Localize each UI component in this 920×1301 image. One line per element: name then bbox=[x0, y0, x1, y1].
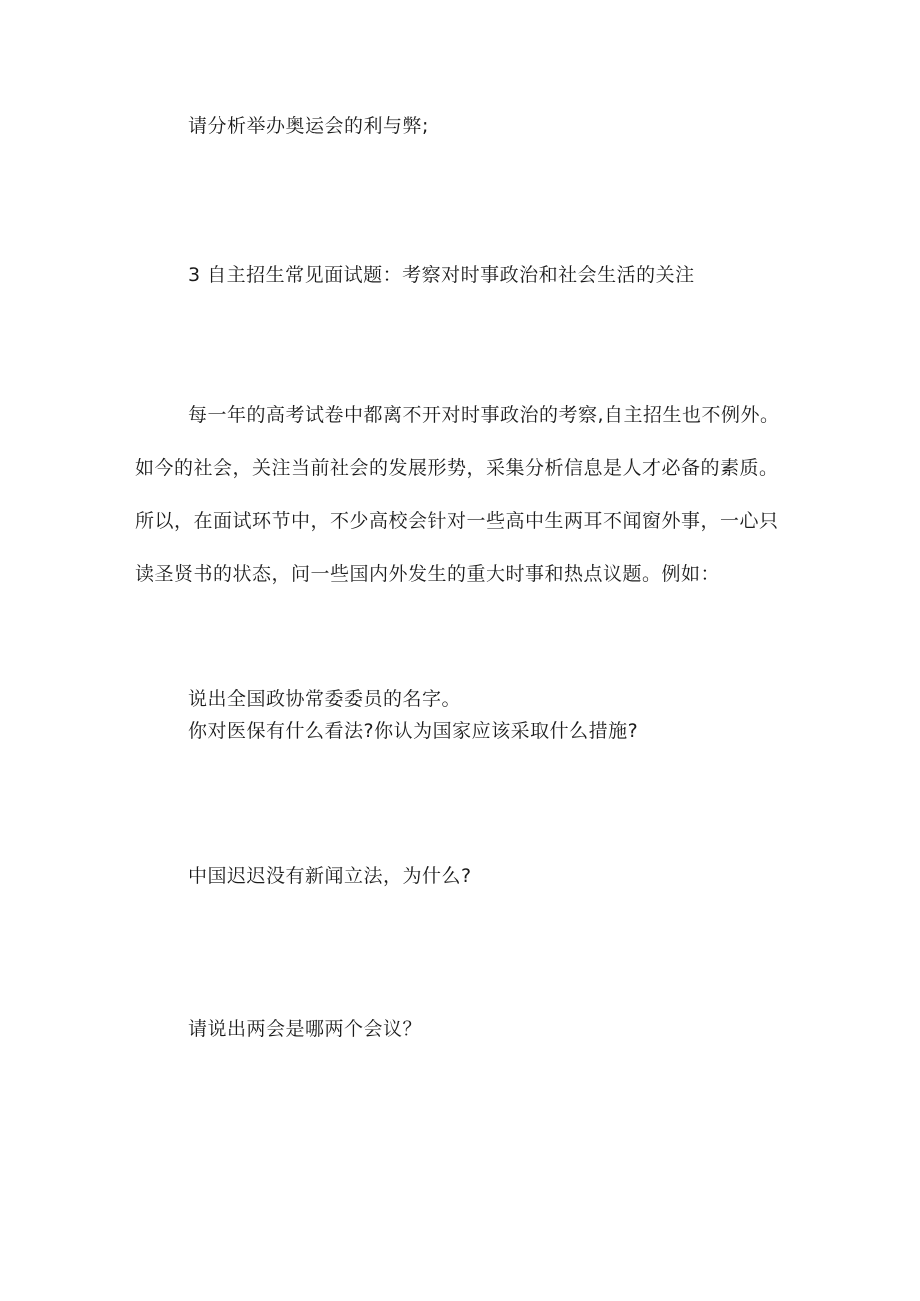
body-line: 如今的社会，关注当前社会的发展形势，采集分析信息是人才必备的素质。 bbox=[135, 457, 779, 479]
question-item: 请说出两会是哪两个会议？ bbox=[188, 1018, 423, 1040]
body-line: 每一年的高考试卷中都离不开对时事政治的考察,自主招生也不例外。 bbox=[188, 404, 780, 426]
body-line: 读圣贤书的状态，问一些国内外发生的重大时事和热点议题。例如： bbox=[135, 563, 721, 585]
body-line: 所以，在面试环节中，不少高校会针对一些高中生两耳不闻窗外事，一心只 bbox=[135, 510, 779, 532]
question-item: 你对医保有什么看法?你认为国家应该采取什么措施? bbox=[188, 720, 639, 742]
section-heading: 3 自主招生常见面试题：考察对时事政治和社会生活的关注 bbox=[188, 264, 695, 286]
question-item: 说出全国政协常委委员的名字。 bbox=[188, 688, 462, 710]
intro-line: 请分析举办奥运会的利与弊; bbox=[188, 115, 429, 137]
question-item: 中国迟迟没有新闻立法，为什么? bbox=[188, 865, 472, 887]
